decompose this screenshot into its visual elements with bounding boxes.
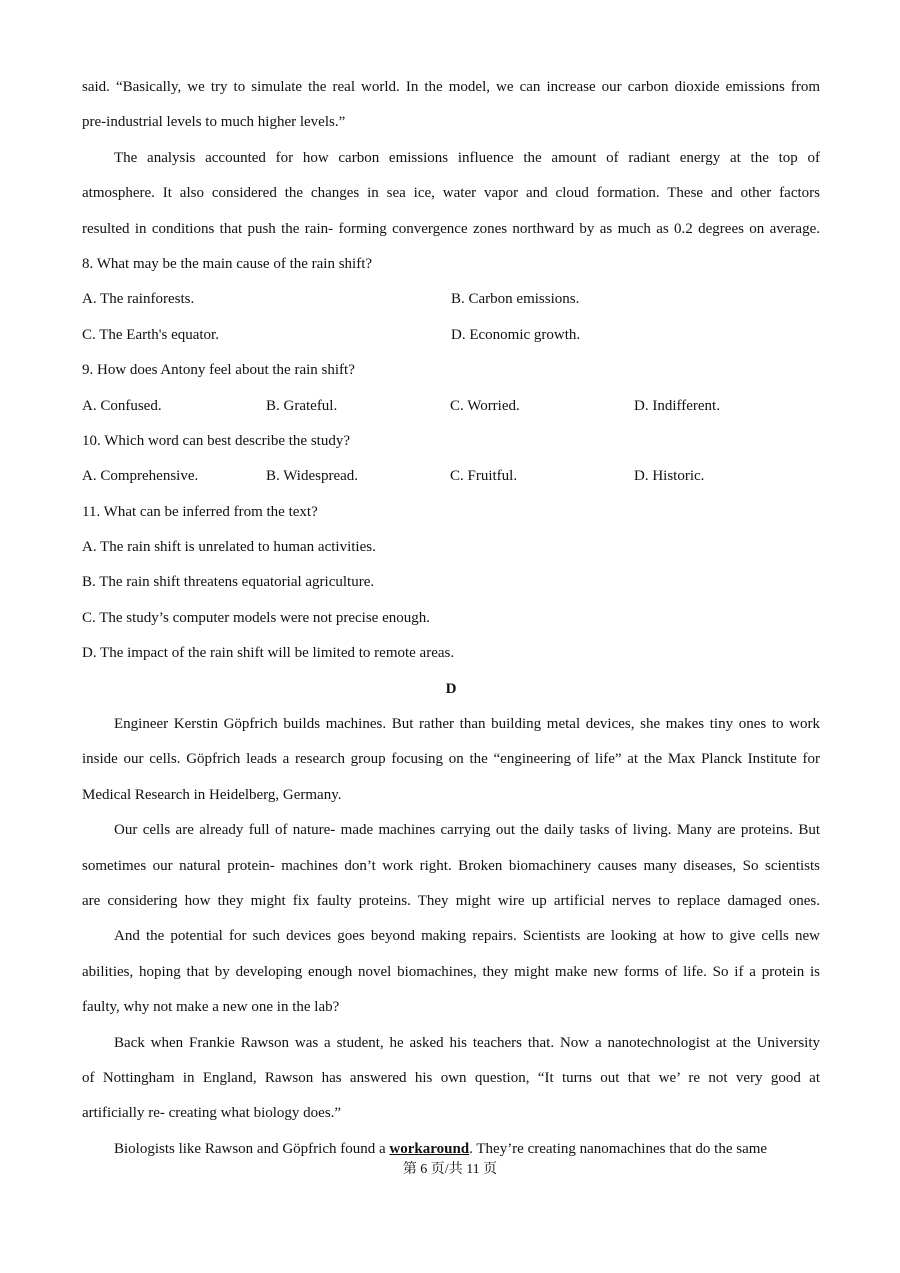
page-content — [82, 70, 820, 1167]
option-c: C. The Earth's equator. — [82, 326, 219, 343]
option-row — [82, 389, 820, 424]
paragraph-line: Our cells are already full of nature- made machines carrying out the daily tasks of living. Many are proteins. But — [114, 822, 820, 839]
paragraph-line: artificially re- creating what biology does.” — [82, 1105, 342, 1122]
question-stem: 8. What may be the main cause of the rain shift? — [82, 255, 373, 272]
option-row — [82, 318, 820, 353]
option-b: B. Grateful. — [266, 397, 338, 414]
option-d: D. Indifferent. — [634, 397, 720, 414]
text-run: . They’re creating nanomachines that do the same — [469, 1140, 768, 1157]
option-a: A. The rain shift is unrelated to human activities. — [82, 539, 376, 556]
option-c: C. The study’s computer models were not precise enough. — [82, 609, 430, 626]
option-b: B. Widespread. — [266, 468, 359, 485]
option-b: B. Carbon emissions. — [451, 291, 580, 308]
option-d: D. The impact of the rain shift will be limited to remote areas. — [82, 645, 455, 662]
paragraph-line: resulted in conditions that push the rain- forming convergence zones northward by as much as 0.2 degrees on average. — [82, 220, 820, 237]
paragraph-line: The analysis accounted for how carbon emissions influence the amount of radiant energy at the top of — [114, 149, 820, 166]
paragraph-line: faulty, why not make a new one in the lab? — [82, 999, 340, 1016]
paragraph-line: are considering how they might fix faulty proteins. They might wire up artificial nerves to replace damaged ones. — [82, 892, 820, 909]
question-stem: 10. Which word can best describe the study? — [82, 432, 350, 449]
question-stem: 11. What can be inferred from the text? — [82, 503, 318, 520]
paragraph-line: pre-industrial levels to much higher levels.” — [82, 114, 346, 131]
option-d: D. Economic growth. — [451, 326, 581, 343]
paragraph-line: Medical Research in Heidelberg, Germany. — [82, 786, 342, 803]
paragraph-line: inside our cells. Göpfrich leads a research group focusing on the “engineering of life” at the Max Planck Institute for — [82, 751, 820, 768]
paragraph-line: And the potential for such devices goes beyond making repairs. Scientists are looking at how to give cells new — [114, 928, 820, 945]
paragraph-line: Engineer Kerstin Göpfrich builds machines. But rather than building metal devices, she makes tiny ones to work — [114, 716, 820, 733]
option-row — [82, 459, 820, 494]
paragraph-line: sometimes our natural protein- machines don’t work right. Broken biomachinery causes many diseases, So scientists — [82, 857, 820, 874]
option-a: A. Comprehensive. — [82, 468, 199, 485]
paragraph-line: of Nottingham in England, Rawson has answered his own question, “It turns out that we’ re not very good at — [82, 1069, 820, 1086]
option-b: B. The rain shift threatens equatorial agriculture. — [82, 574, 375, 591]
paragraph-line: abilities, hoping that by developing enough novel biomachines, they might make new forms of life. So if a protein is — [82, 963, 820, 980]
paragraph-line: said. “Basically, we try to simulate the real world. In the model, we can increase our carbon dioxide emissions from — [82, 79, 820, 95]
option-a: A. Confused. — [82, 397, 162, 414]
underlined-keyword: workaround — [389, 1140, 470, 1157]
paragraph-line: atmosphere. It also considered the changes in sea ice, water vapor and cloud formation. These and other factors — [82, 185, 820, 202]
option-c: C. Fruitful. — [450, 468, 518, 485]
paragraph-line: Back when Frankie Rawson was a student, he asked his teachers that. Now a nanotechnologist at the University — [114, 1034, 820, 1051]
text-run: Biologists like Rawson and Göpfrich found a — [114, 1140, 390, 1157]
option-c: C. Worried. — [450, 397, 520, 414]
section-heading: D — [445, 680, 457, 697]
question-stem: 9. How does Antony feel about the rain shift? — [82, 362, 355, 379]
page-number-footer: 第 6 页/共 11 页 — [402, 1162, 498, 1177]
option-row — [82, 282, 820, 317]
option-d: D. Historic. — [634, 468, 705, 485]
option-a: A. The rainforests. — [82, 291, 195, 308]
